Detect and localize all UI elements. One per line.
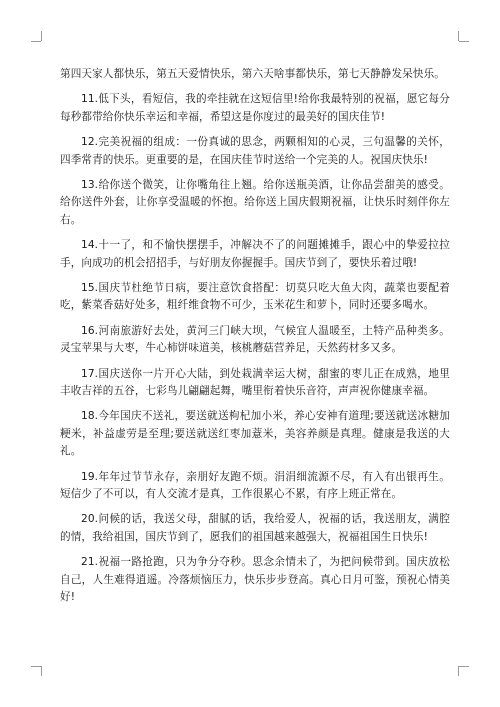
paragraph: 19.年年过节节永存，亲朋好友跑不烦。涓涓细流源不尽，有入有出银再生。短信少了不可以，有人交流才是真，工作很累心不累，有序上班正常在。 <box>60 470 450 501</box>
crop-mark-top-left-v <box>41 31 42 41</box>
paragraph: 18.今年国庆不送礼，要送就送枸杞加小米，养心安神有道理;要送就送冰糖加粳米，补益虚劳是至理;要送就送红枣加薏米，美容养颜是真理。健康是我送的大礼。 <box>60 410 450 458</box>
crop-mark-bottom-left-v <box>41 666 42 676</box>
crop-mark-bottom-left-h <box>31 666 41 667</box>
paragraph: 第四天家人都快乐，第五天爱情快乐，第六天啥事都快乐，第七天静静发呆快乐。 <box>60 68 445 80</box>
paragraph: 11.低下头，看短信，我的牵挂就在这短信里!给你我最特别的祝福，愿它每分每秒都带给你快乐幸运和幸福，希望这是你度过的最美好的国庆佳节! <box>60 93 450 123</box>
crop-mark-top-right-h <box>459 41 469 42</box>
paragraph: 12.完美祝福的组成：一份真诚的思念，两颗相知的心灵，三句温馨的关怀，四季常青的快乐。更重要的是，在国庆佳节时送给一个完美的人。祝国庆快乐! <box>60 136 450 166</box>
paragraph: 16.河南旅游好去处，黄河三门峡大坝，气候宜人温暖至，土特产品种类多。灵宝苹果与大枣，牛心柿饼味道美，核桃蘑菇营养足，天然药材多又多。 <box>60 324 450 355</box>
paragraph: 14.十一了，和不愉快摆摆手，冲解决不了的问题摊摊手，跟心中的挚爱拉拉手，向成功的机会招招手，与好朋友你握握手。国庆节到了，要快乐着过哦! <box>60 239 450 269</box>
paragraph: 17.国庆送你一片开心大陆，到处栽满幸运大树，甜蜜的枣儿正在成熟，地里丰收吉祥的五谷，七彩鸟儿翩翩起舞，嘴里衔着快乐音符，声声祝你健康幸福。 <box>60 367 450 398</box>
paragraph: 13.给你送个微笑，让你嘴角往上翘。给你送瓶美酒，让你品尝甜美的感受。给你送件外套，让你享受温暖的怀抱。给你送上国庆假期祝福，让快乐时刻伴你左右。 <box>60 178 450 226</box>
document-body <box>60 66 450 607</box>
crop-mark-bottom-right-h <box>459 666 469 667</box>
paragraph: 20.问候的话，我送父母，甜腻的话，我给爱人，祝福的话，我送朋友，满腔的情，我给祖国，国庆节到了，愿我们的祖国越来越强大，祝福祖国生日快乐! <box>60 513 450 543</box>
crop-mark-bottom-right-v <box>458 666 459 676</box>
crop-mark-top-right-v <box>458 31 459 41</box>
paragraph: 21.祝福一路抢跑，只为争分夺秒。思念余情未了，为把问候带到。国庆放松自己，人生难得逍遥。冷落烦恼压力，快乐步步登高。真心日月可鉴，预祝心情美好! <box>60 556 450 604</box>
paragraph: 15.国庆节杜绝节日病，要注意饮食搭配：切莫只吃大鱼大肉，蔬菜也要配着吃，紫菜香菇好处多，粗纤维食物不可少，玉米花生和萝卜，同时还要多喝水。 <box>60 281 450 312</box>
crop-mark-top-left-h <box>31 41 41 42</box>
